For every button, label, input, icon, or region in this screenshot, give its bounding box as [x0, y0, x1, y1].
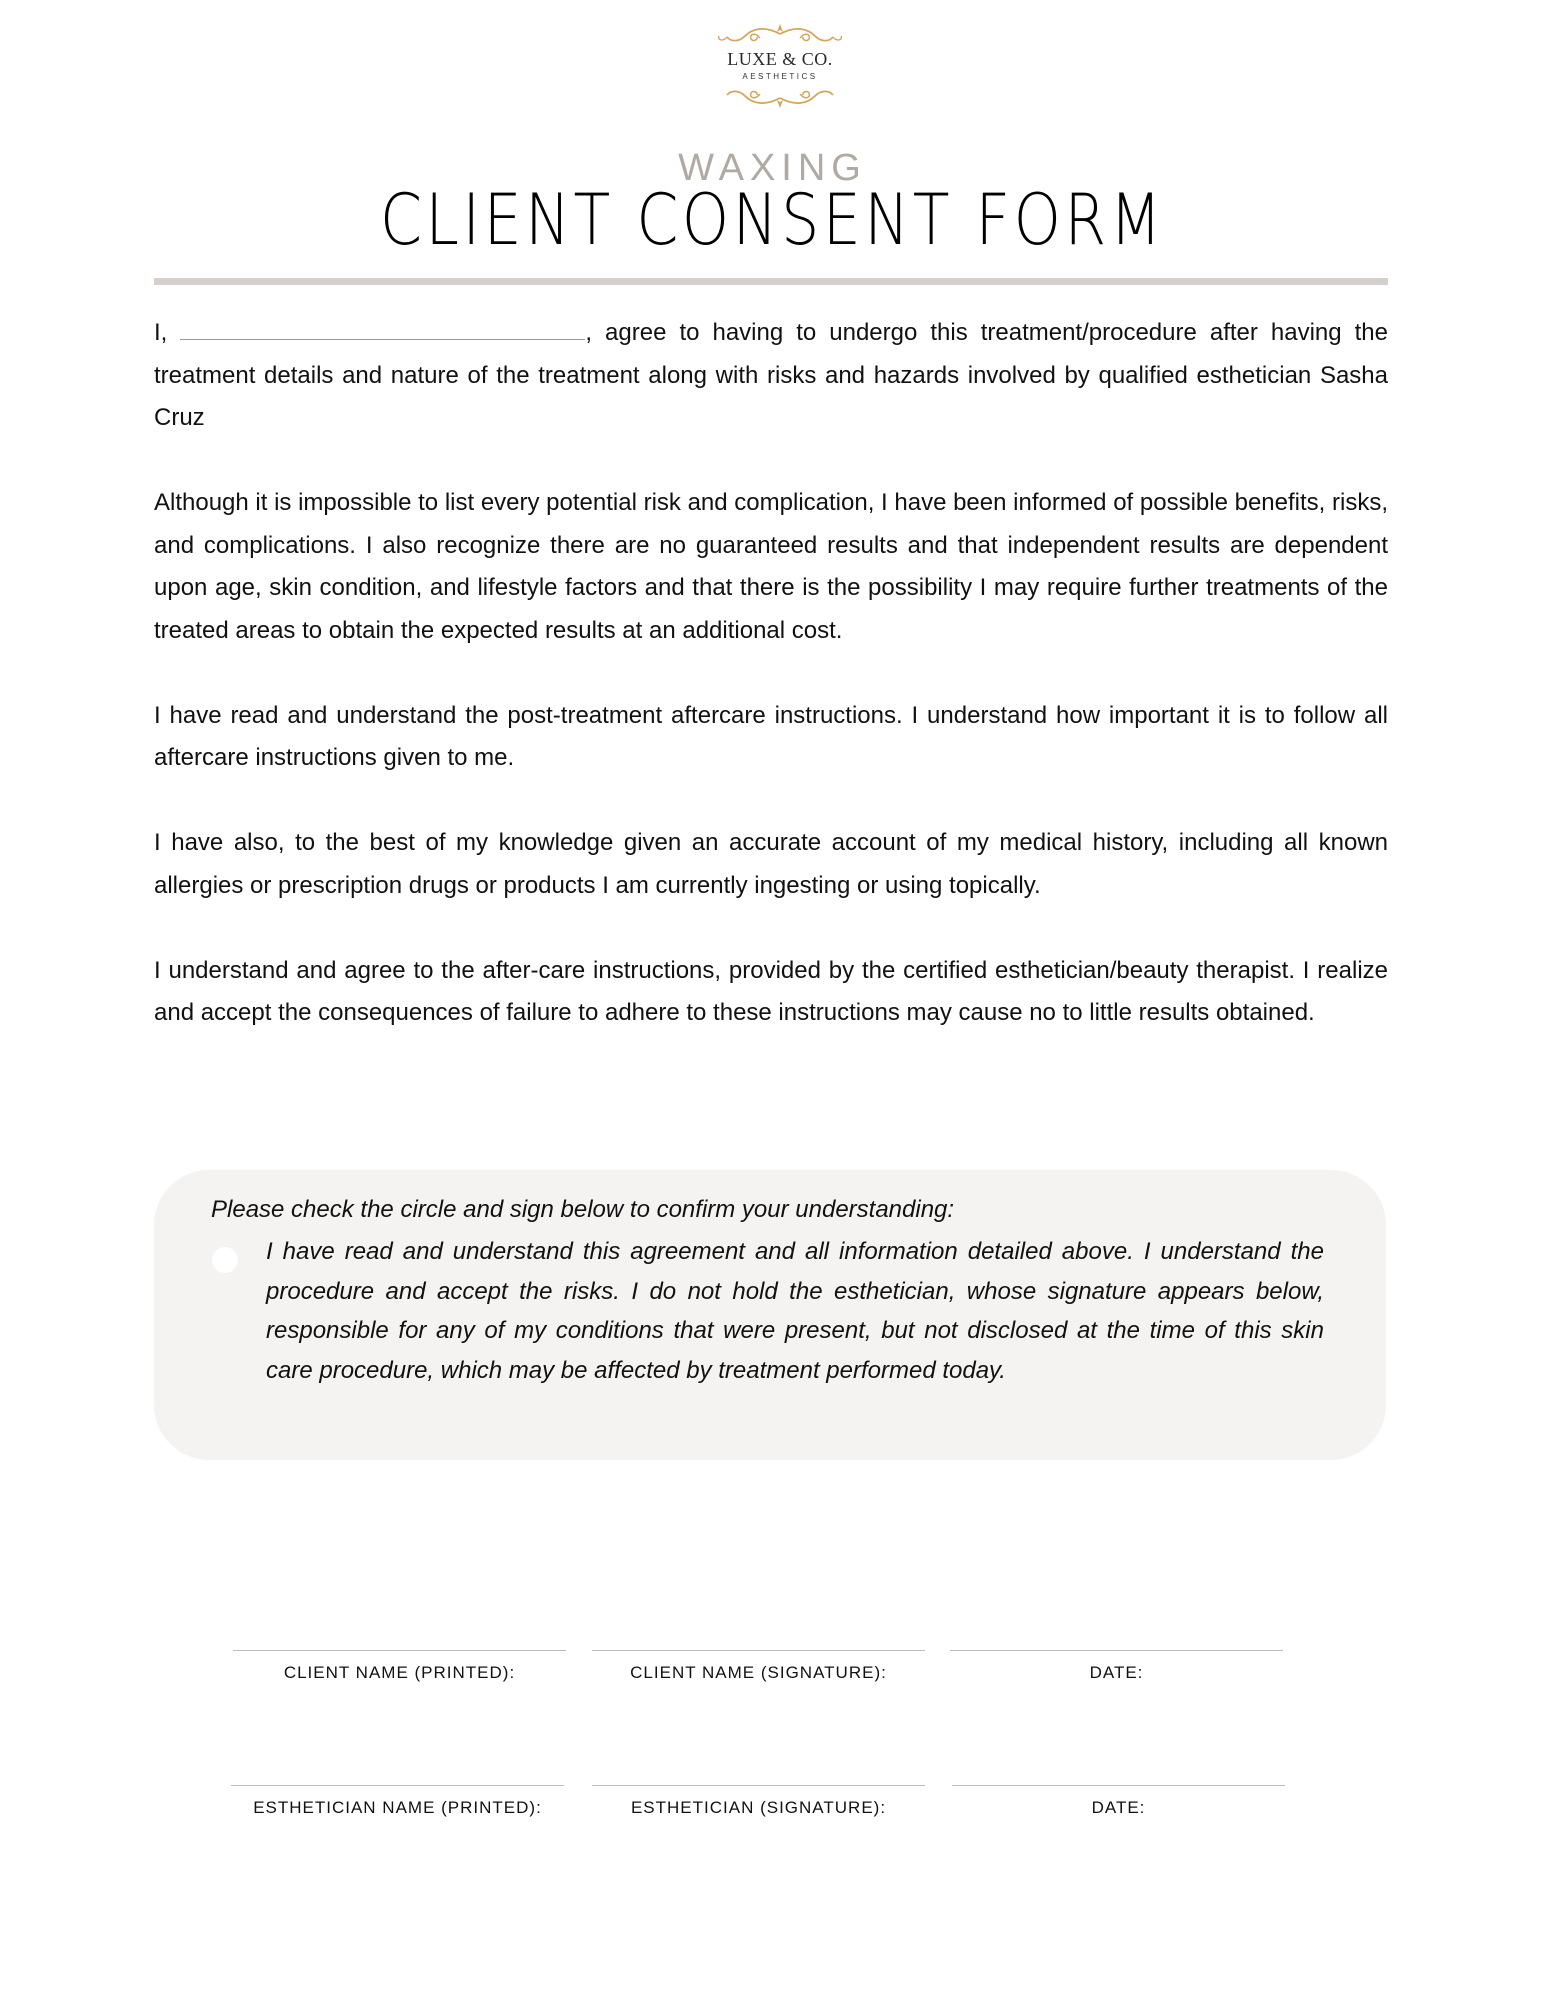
brand-name: LUXE & CO. — [727, 49, 833, 69]
client-printed-line[interactable] — [233, 1650, 566, 1651]
agreement-paragraph: I understand and agree to the after-care instructions, provided by the certified esthetician/beauty therapist. I realize and accept the consequences of failure to adhere to these instructions may cause no to little results obtained. — [154, 956, 1388, 1026]
medical-history-paragraph: I have also, to the best of my knowledge given an accurate account of my medical history, including all known allergies or prescription drugs or products I am currently ingesting or using topically. — [154, 829, 1388, 899]
risks-paragraph: Although it is impossible to list every potential risk and complication, I have been informed of possible benefits, risks, and complications. I also recognize there are no guaranteed results and that independent results are dependent upon age, skin condition, and lifestyle factors and that there is the possibility I may require further treatments of the treated areas to obtain the expected results at an additional cost. — [154, 489, 1388, 644]
intro-prefix: I, — [154, 319, 181, 346]
form-category: WAXING — [678, 147, 867, 189]
client-date-line[interactable] — [950, 1650, 1283, 1651]
brand-logo — [705, 22, 855, 107]
esthetician-date-line[interactable] — [952, 1785, 1285, 1786]
esthetician-printed-line[interactable] — [231, 1785, 564, 1786]
ornament-top-icon — [705, 22, 855, 50]
client-date-label: DATE: — [1089, 1663, 1144, 1682]
esthetician-date-label: DATE: — [1091, 1798, 1146, 1817]
page-title: CLIENT CONSENT FORM — [379, 179, 1166, 261]
aftercare-paragraph: I have read and understand the post-treatment aftercare instructions. I understand how important it is to follow all aftercare instructions given to me. — [154, 701, 1388, 771]
brand-subtitle: AESTHETICS — [742, 72, 818, 81]
client-name-blank[interactable] — [180, 319, 585, 340]
esthetician-signature-line[interactable] — [592, 1785, 925, 1786]
client-signature-line[interactable] — [592, 1650, 925, 1651]
esthetician-signature-label: ESTHETICIAN (SIGNATURE): — [630, 1798, 887, 1817]
client-printed-label: CLIENT NAME (PRINTED): — [283, 1663, 516, 1682]
confirmation-box — [154, 1170, 1386, 1460]
confirmation-lead: Please check the circle and sign below to confirm your understanding: — [211, 1196, 955, 1223]
esthetician-printed-label: ESTHETICIAN NAME (PRINTED): — [253, 1798, 542, 1817]
client-signature-label: CLIENT NAME (SIGNATURE): — [630, 1663, 887, 1682]
consent-body — [154, 312, 1388, 1077]
ornament-bottom-icon — [705, 84, 855, 110]
intro-paragraph — [154, 312, 1388, 440]
title-divider — [154, 278, 1388, 285]
confirmation-statement: I have read and understand this agreement and all information detailed above. I understand the procedure and accept the risks. I do not hold the esthetician, whose signature appears below, responsible for any of my conditions that were present, but not disclosed at the time of this skin care procedure, which may be affected by treatment performed today. — [266, 1238, 1324, 1384]
confirm-checkbox-circle[interactable] — [212, 1247, 238, 1273]
intro-suffix: , agree to having to undergo this treatment/procedure after having the treatment details and nature of the treatment along with risks and hazards involved by qualified esthetician Sasha Cruz — [154, 319, 1388, 431]
